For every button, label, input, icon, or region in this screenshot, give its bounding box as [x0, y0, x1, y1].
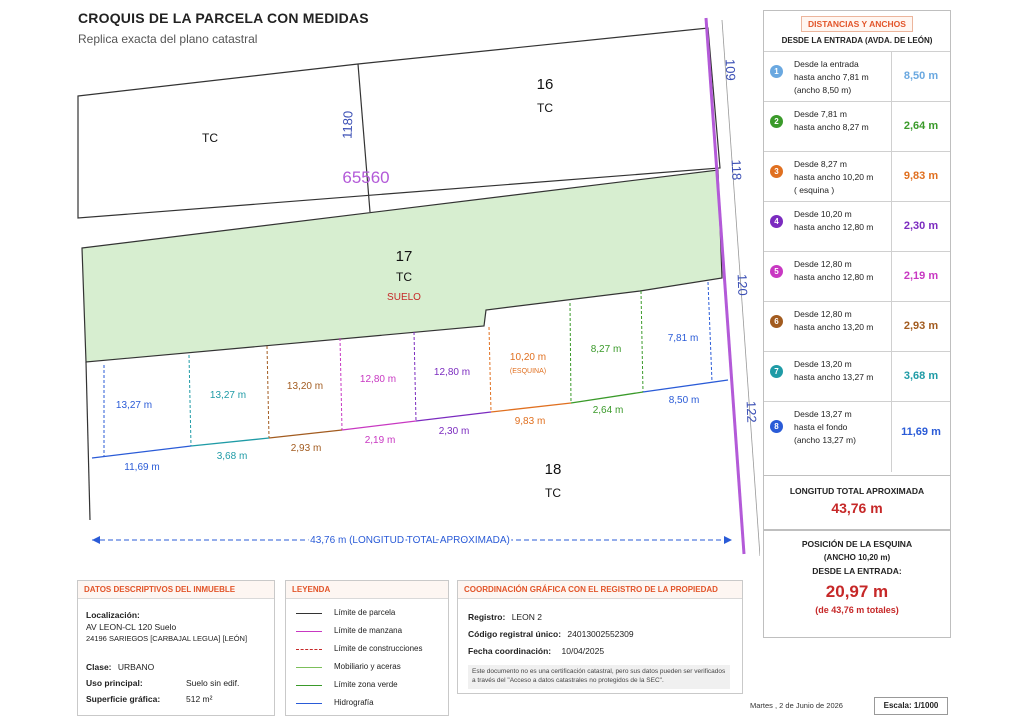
- length-line-8: [643, 380, 728, 392]
- distance-row-7: [764, 351, 950, 401]
- page-title: CROQUIS DE LA PARCELA CON MEDIDAS: [78, 10, 369, 26]
- total-length-title: LONGITUD TOTAL APROXIMADA: [789, 486, 925, 496]
- width-line-6: [489, 327, 491, 412]
- legend-item-green-zone: Límite zona verde: [296, 679, 446, 693]
- legend-swatch: [296, 685, 322, 686]
- parcel-16-number: 16: [536, 76, 554, 93]
- property-data-header: DATOS DESCRIPTIVOS DEL INMUEBLE: [78, 581, 274, 599]
- length-line-3: [269, 430, 342, 438]
- print-date: Martes , 2 de Junio de 2026: [750, 701, 843, 710]
- coordination-date-label: Fecha coordinación:: [468, 646, 552, 656]
- length-line-5: [416, 412, 491, 421]
- street-number-120: 120: [734, 273, 751, 296]
- corner-note: (ESQUINA): [509, 368, 547, 375]
- row-number-badge: 6: [770, 315, 783, 328]
- row-number-badge: 8: [770, 420, 783, 433]
- length-line-6: [491, 403, 571, 412]
- row-description: Desde 8,27 m hasta ancho 10,20 m ( esquina ): [794, 159, 874, 195]
- row-value: 8,50 m: [891, 52, 950, 101]
- row-value: 11,69 m: [891, 402, 950, 472]
- width-label-2: 13,27 m: [209, 390, 247, 401]
- parcel-18-tc: TC: [545, 486, 561, 500]
- legend-box: [285, 580, 449, 716]
- row-description: Desde 13,20 m hasta ancho 13,27 m: [794, 359, 874, 382]
- corner-of-total: (de 43,76 m totales): [815, 605, 899, 615]
- page-subtitle: Replica exacta del plano catastral: [78, 32, 258, 46]
- row-number-badge: 3: [770, 165, 783, 178]
- parcel-tc-left: TC: [202, 131, 218, 145]
- row-value: 2,93 m: [891, 302, 950, 351]
- location-line-2: 24196 SARIEGOS [CARBAJAL LEGUA] [LEÓN]: [86, 634, 248, 643]
- row-value: 3,68 m: [891, 352, 950, 401]
- distance-row-8: [764, 401, 950, 472]
- disclaimer-note: Este documento no es una certificación catastral, pero sus datos pueden ser verificados a través del "Acceso a datos catastrales no protegidos de la SEC".: [468, 665, 730, 689]
- corner-value: 20,97 m: [825, 582, 889, 601]
- total-length-arrow-right: [724, 536, 732, 544]
- parcel-17-tc: TC: [396, 270, 412, 284]
- row-value: 9,83 m: [891, 152, 950, 201]
- scale-box: Escala: 1/1000: [874, 697, 948, 715]
- distance-row-1: [764, 51, 950, 101]
- corner-subtitle: (ANCHO 10,20 m): [823, 553, 891, 562]
- width-label-3: 13,20 m: [286, 381, 324, 392]
- legend-swatch: [296, 649, 322, 650]
- width-line-4: [340, 338, 342, 430]
- street-number-109: 109: [722, 58, 739, 81]
- width-line-2: [189, 355, 191, 446]
- class-value: URBANO: [117, 662, 155, 672]
- property-data-box: [77, 580, 275, 716]
- legend-header: LEYENDA: [286, 581, 448, 599]
- total-length-value: 43,76 m: [831, 500, 883, 516]
- length-line-7: [571, 392, 643, 403]
- row-description: Desde 12,80 m hasta ancho 13,20 m: [794, 309, 874, 332]
- distances-panel: [763, 10, 951, 638]
- length-label-5: 2,30 m: [438, 426, 470, 437]
- corner-from: DESDE LA ENTRADA:: [812, 566, 902, 576]
- surface-label: Superficie gráfica:: [86, 694, 161, 704]
- use-label: Uso principal:: [86, 678, 143, 688]
- total-length-arrow-left: [92, 536, 100, 544]
- legend-swatch: [296, 613, 322, 614]
- total-length-label: 43,76 m (LONGITUD TOTAL APROXIMADA): [310, 535, 510, 546]
- length-label-6: 9,83 m: [514, 416, 546, 427]
- distance-row-3: [764, 151, 950, 201]
- parcel-17-use: SUELO: [387, 292, 421, 303]
- parcel-18-number: 18: [544, 461, 562, 478]
- row-description: Desde 7,81 m hasta ancho 8,27 m: [794, 109, 869, 132]
- street-number-122: 122: [743, 400, 760, 423]
- row-number-badge: 2: [770, 115, 783, 128]
- registry-header: COORDINACIÓN GRÁFICA CON EL REGISTRO DE LA PROPIEDAD: [458, 581, 742, 599]
- row-value: 2,30 m: [891, 202, 950, 251]
- legend-item-hydrography: Hidrografía: [296, 697, 446, 711]
- length-label-3: 2,93 m: [290, 443, 322, 454]
- length-label-8: 8,50 m: [668, 395, 700, 406]
- registry-value: LEON 2: [511, 612, 542, 622]
- location-label: Localización:: [86, 610, 140, 620]
- row-description: Desde 13,27 m hasta el fondo (ancho 13,27 m): [794, 409, 856, 445]
- surface-value: 512 m²: [186, 694, 213, 704]
- legend-item-parcel: Límite de parcela: [296, 607, 446, 621]
- legend-swatch: [296, 667, 322, 668]
- row-description: Desde la entrada hasta ancho 7,81 m (ancho 8,50 m): [794, 59, 869, 95]
- distance-row-2: [764, 101, 950, 151]
- width-line-3: [267, 346, 269, 438]
- legend-item-sidewalks: Mobiliario y aceras: [296, 661, 446, 675]
- row-number-badge: 1: [770, 65, 783, 78]
- registry-box: [457, 580, 743, 694]
- width-line-7: [570, 303, 571, 403]
- row-number-badge: 5: [770, 265, 783, 278]
- length-dimension-lines: [92, 380, 728, 458]
- corner-position-box: [764, 529, 950, 639]
- length-label-2: 3,68 m: [216, 451, 248, 462]
- registry-code-label: Código registral único:: [468, 629, 562, 639]
- distance-row-6: [764, 301, 950, 351]
- length-line-2: [191, 438, 269, 446]
- parcel-17-number: 17: [395, 248, 413, 265]
- length-label-4: 2,19 m: [364, 435, 396, 446]
- width-line-8: [641, 291, 643, 392]
- length-line-4: [342, 421, 416, 430]
- row-value: 2,64 m: [891, 102, 950, 151]
- width-label-5: 12,80 m: [433, 367, 471, 378]
- ref-1180: 1180: [339, 110, 356, 140]
- width-label-7: 8,27 m: [590, 344, 622, 355]
- width-label-6: 10,20 m: [509, 352, 547, 363]
- legend-item-constructions: Límite de construcciones: [296, 643, 446, 657]
- row-description: Desde 10,20 m hasta ancho 12,80 m: [794, 209, 874, 232]
- legend-swatch: [296, 703, 322, 704]
- parcel-16-tc: TC: [537, 101, 553, 115]
- legend-item-block: Límite de manzana: [296, 625, 446, 639]
- width-label-8: 7,81 m: [667, 333, 699, 344]
- width-label-1: 13,27 m: [115, 400, 153, 411]
- coordination-date-value: 10/04/2025: [561, 646, 605, 656]
- length-line-1: [92, 446, 191, 458]
- distance-row-5: [764, 251, 950, 301]
- parcel-18-left-edge: [86, 362, 90, 520]
- row-description: Desde 12,80 m hasta ancho 12,80 m: [794, 259, 874, 282]
- use-value: Suelo sin edif.: [186, 678, 240, 688]
- row-number-badge: 7: [770, 365, 783, 378]
- legend-swatch: [296, 631, 322, 632]
- row-number-badge: 4: [770, 215, 783, 228]
- width-label-4: 12,80 m: [359, 374, 397, 385]
- length-label-7: 2,64 m: [592, 405, 624, 416]
- corner-title: POSICIÓN DE LA ESQUINA: [801, 539, 913, 549]
- registry-label: Registro:: [468, 612, 506, 622]
- location-line-1: AV LEON-CL 120 Suelo: [86, 622, 177, 632]
- ref-65560: 65560: [342, 168, 390, 187]
- panel-header: [764, 11, 950, 51]
- registry-code-value: 24013002552309: [567, 629, 634, 639]
- distance-row-4: [764, 201, 950, 251]
- street-number-118: 118: [728, 159, 745, 181]
- length-label-1: 11,69 m: [124, 462, 160, 473]
- row-value: 2,19 m: [891, 252, 950, 301]
- width-line-9: [708, 282, 712, 382]
- panel-subtitle: DESDE LA ENTRADA (AVDA. DE LEÓN): [781, 36, 933, 45]
- width-line-5: [414, 332, 416, 421]
- panel-title: DISTANCIAS Y ANCHOS: [801, 16, 913, 32]
- class-label: Clase:: [86, 662, 112, 672]
- total-length-box: [764, 475, 950, 526]
